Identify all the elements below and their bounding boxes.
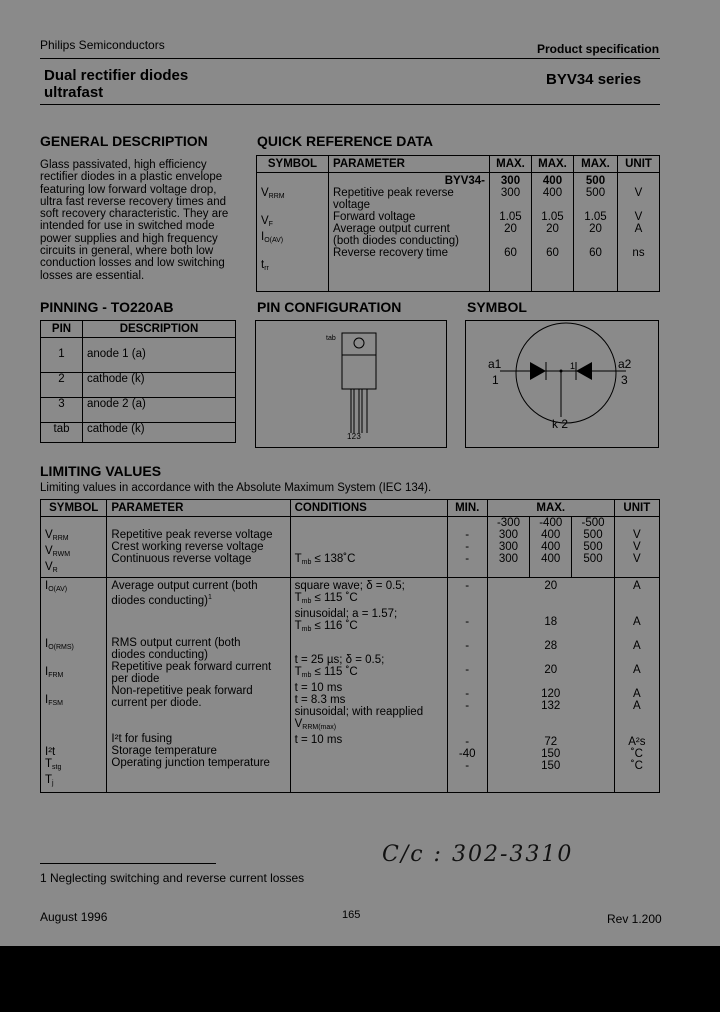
lv-param: Storage temperature xyxy=(111,744,217,757)
qr-value: 60 xyxy=(504,247,517,259)
lv-min: - xyxy=(465,700,470,712)
footnote-rule xyxy=(40,863,216,864)
lv-unit: A xyxy=(632,700,641,712)
limiting-values-heading: LIMITING VALUES xyxy=(40,463,162,479)
pinning-table xyxy=(40,320,236,443)
qr-symbol: $V_F$ xyxy=(261,215,273,228)
qr-col-symbol: SYMBOL xyxy=(257,156,329,173)
lv-param: current per diode. xyxy=(111,696,202,709)
pin-desc: anode 2 (a) xyxy=(83,398,236,423)
footer-rev: Rev 1.200 xyxy=(607,912,662,926)
gd-line: circuits in general, where both low xyxy=(40,245,214,258)
lv-type: -400 xyxy=(539,517,563,529)
lv-param: per diode xyxy=(111,672,160,685)
lv-min: - xyxy=(465,736,470,748)
quick-reference-table xyxy=(256,155,660,292)
gd-line: featuring low forward voltage drop, xyxy=(40,183,217,196)
lv-symbol: $V_{RWM}$ xyxy=(45,545,71,558)
lv-value: 500 xyxy=(583,529,603,541)
lv-value: 400 xyxy=(541,529,561,541)
lv-cond: $T_{mb} \le 115$ ˚C xyxy=(294,592,358,605)
lv-symbol: $I_{FRM}$ xyxy=(45,666,64,679)
lv-col-min: MIN. xyxy=(447,500,487,517)
tab-label: tab xyxy=(326,335,336,342)
gd-line: ultra fast reverse recovery times and xyxy=(40,195,226,208)
symbol-heading: SYMBOL xyxy=(467,299,527,315)
lv-col-symbol: SYMBOL xyxy=(41,500,107,517)
qr-param: voltage xyxy=(333,199,371,211)
lv-type: -500 xyxy=(581,517,605,529)
lv-unit: V xyxy=(632,529,641,541)
pin-desc: anode 1 (a) xyxy=(83,338,236,373)
qr-value: 20 xyxy=(546,223,559,235)
lv-param: Average output current (both xyxy=(111,580,258,592)
qr-value: 1.05 xyxy=(584,211,607,223)
header-rule xyxy=(40,58,660,59)
gd-line: losses are essential. xyxy=(40,269,145,282)
lv-param: Crest working reverse voltage xyxy=(111,541,264,553)
lv-max: 132 xyxy=(541,700,561,712)
qr-value: 20 xyxy=(504,223,517,235)
pin-desc: cathode (k) xyxy=(83,423,236,443)
qr-unit: V xyxy=(634,187,643,199)
lv-min: - xyxy=(465,760,470,772)
lv-unit: V xyxy=(632,553,641,565)
qr-param: Repetitive peak reverse xyxy=(333,187,454,199)
lv-max: 18 xyxy=(544,616,558,628)
to220-package-drawing xyxy=(256,321,446,447)
qr-param: Reverse recovery time xyxy=(333,247,449,259)
gd-line: conduction losses and low switching xyxy=(40,257,225,270)
qr-col-unit: UNIT xyxy=(618,156,660,173)
lv-cond: sinusoidal; a = 1.57; xyxy=(294,608,398,620)
lv-param: diodes conducting)$^1$ xyxy=(111,594,212,607)
series-title: BYV34 series xyxy=(546,71,642,88)
lv-min: - xyxy=(465,664,470,676)
title-line1: Dual rectifier diodes xyxy=(44,67,189,84)
qr-value: 400 xyxy=(542,187,563,199)
lv-value: 400 xyxy=(541,553,561,565)
lv-unit: V xyxy=(632,541,641,553)
lv-min: - xyxy=(465,640,470,652)
lv-param: Repetitive peak forward current xyxy=(111,660,272,673)
qr-param: Forward voltage xyxy=(333,211,416,223)
qr-symbol: $t_{rr}$ xyxy=(261,259,269,272)
qr-type: 300 xyxy=(500,175,521,187)
doc-type: Product specification xyxy=(537,42,660,56)
lv-param: Repetitive peak reverse voltage xyxy=(111,529,273,541)
symbol-box xyxy=(465,320,659,448)
lv-param: diodes conducting) xyxy=(111,648,208,661)
lv-value: 300 xyxy=(498,529,519,541)
qr-value: 1.05 xyxy=(541,211,564,223)
qr-value: 60 xyxy=(589,247,602,259)
qr-value: 20 xyxy=(589,223,602,235)
lv-symbol: $V_{RRM}$ xyxy=(45,529,69,542)
qr-unit: A xyxy=(634,223,643,235)
footer-page: 165 xyxy=(342,909,361,921)
lv-col-unit: UNIT xyxy=(614,500,659,517)
pin-number: 1 xyxy=(41,338,83,373)
lv-min: - xyxy=(465,541,470,553)
qr-symbol: $I_{O(AV)}$ xyxy=(261,231,284,244)
title-rule xyxy=(40,104,660,105)
lv-max: 20 xyxy=(544,580,558,592)
lv-symbol: $T_j$ xyxy=(45,774,54,787)
lv-symbol: $I_{O(RMS)}$ xyxy=(45,638,74,651)
lv-param: Non-repetitive peak forward xyxy=(111,684,253,697)
scan-edge-bar xyxy=(0,946,720,1012)
limiting-values-intro: Limiting values in accordance with the Absolute Maximum System (IEC 134). xyxy=(40,482,432,494)
lv-min: - xyxy=(465,580,470,592)
lv-param: I²t for fusing xyxy=(111,732,173,745)
lv-unit: A xyxy=(632,580,641,592)
qr-value: 500 xyxy=(585,187,606,199)
lv-cond: sinusoidal; with reapplied xyxy=(294,706,424,718)
symbol-k: k 2 xyxy=(552,417,569,431)
lv-symbol: I²t xyxy=(45,746,56,758)
symbol-a1-num: 1 xyxy=(492,373,499,387)
lv-unit: ˚C xyxy=(630,760,643,772)
qr-value: 1.05 xyxy=(499,211,522,223)
lv-cond: $V_{RRM(max)}$ xyxy=(294,718,337,731)
lv-value: 300 xyxy=(498,541,519,553)
pin-number: 2 xyxy=(41,373,83,398)
gd-line: rectifier diodes in a plastic envelope xyxy=(40,171,223,184)
quick-reference-heading: QUICK REFERENCE DATA xyxy=(257,133,434,149)
qr-unit: V xyxy=(634,211,643,223)
qr-type-label: BYV34- xyxy=(444,175,485,187)
pin-number: 3 xyxy=(41,398,83,423)
pin-numbers: 1 2 3 xyxy=(347,432,360,441)
lv-symbol: $T_{stg}$ xyxy=(45,758,62,771)
lv-col-parameter: PARAMETER xyxy=(107,500,290,517)
symbol-a1: a1 xyxy=(488,357,502,371)
qr-value: 60 xyxy=(546,247,559,259)
gd-line: Glass passivated, high efficiency xyxy=(40,159,207,171)
company-name: Philips Semiconductors xyxy=(40,38,165,52)
qr-value: 300 xyxy=(500,187,521,199)
footer-date: August 1996 xyxy=(40,910,108,924)
lv-col-conditions: CONDITIONS xyxy=(290,500,447,517)
lv-col-max: MAX. xyxy=(487,500,614,517)
general-description-text xyxy=(40,159,236,282)
lv-type: -300 xyxy=(496,517,520,529)
symbol-a2: a2 xyxy=(618,357,632,371)
lv-value: 400 xyxy=(541,541,561,553)
lv-cond: t = 25 µs; δ = 0.5; xyxy=(294,654,385,666)
qr-col-max: MAX. xyxy=(532,156,574,173)
footnote: 1 Neglecting switching and reverse current losses xyxy=(40,871,305,885)
lv-max: 150 xyxy=(541,760,561,772)
qr-col-max: MAX. xyxy=(574,156,618,173)
lv-unit: A xyxy=(632,664,641,676)
symbol-a2-num: 3 xyxy=(621,373,628,387)
gd-line: intended for use in switched mode xyxy=(40,220,215,233)
pin-number: tab xyxy=(41,423,83,443)
lv-value: 300 xyxy=(498,553,519,565)
lv-unit: A²s xyxy=(628,736,646,748)
lv-cond: $T_{mb} \le 116$ ˚C xyxy=(294,620,358,633)
lv-unit: A xyxy=(632,688,641,700)
lv-min: - xyxy=(465,688,470,700)
lv-value: 500 xyxy=(583,541,603,553)
qr-unit: ns xyxy=(632,247,645,259)
lv-param: Operating junction temperature xyxy=(111,756,270,769)
lv-unit: A xyxy=(632,640,641,652)
lv-symbol: $V_R$ xyxy=(45,561,58,574)
qr-col-max: MAX. xyxy=(490,156,532,173)
lv-cond: t = 10 ms xyxy=(294,734,343,746)
lv-max: 150 xyxy=(541,748,561,760)
qr-param: (both diodes conducting) xyxy=(333,235,459,247)
pin-config-heading: PIN CONFIGURATION xyxy=(257,299,402,315)
limiting-values-table xyxy=(40,499,660,793)
pin-config-box xyxy=(255,320,447,448)
lv-max: 20 xyxy=(544,664,558,676)
lv-min: - xyxy=(465,553,470,565)
symbol-mid-num: 1 xyxy=(570,361,576,371)
lv-param: RMS output current (both xyxy=(111,636,241,649)
lv-cond: square wave; δ = 0.5; xyxy=(294,580,405,592)
pin-col-desc: DESCRIPTION xyxy=(83,321,236,338)
handwritten-note: C/c : 302-3310 xyxy=(382,842,574,867)
lv-max: 28 xyxy=(544,640,558,652)
lv-unit: ˚C xyxy=(630,748,643,760)
lv-cond: t = 10 ms xyxy=(294,682,343,694)
pin-desc: cathode (k) xyxy=(83,373,236,398)
general-description-heading: GENERAL DESCRIPTION xyxy=(40,133,208,149)
lv-param: Continuous reverse voltage xyxy=(111,553,252,565)
lv-min: -40 xyxy=(458,748,476,760)
lv-cond: t = 8.3 ms xyxy=(294,694,346,706)
lv-min: - xyxy=(465,529,470,541)
lv-max: 120 xyxy=(541,688,561,700)
qr-param: Average output current xyxy=(333,223,450,235)
qr-symbol: $V_{RRM}$ xyxy=(261,187,285,200)
lv-unit: A xyxy=(632,616,641,628)
pinning-heading: PINNING - TO220AB xyxy=(40,299,174,315)
lv-symbol: $I_{FSM}$ xyxy=(45,694,63,707)
title-line2: ultrafast xyxy=(44,84,104,101)
lv-cond: $T_{mb}$ ≤ 138˚C xyxy=(294,553,356,566)
qr-type: 400 xyxy=(542,175,563,187)
gd-line: soft recovery characteristic. They are xyxy=(40,208,229,221)
lv-symbol: $I_{O(AV)}$ xyxy=(45,580,68,593)
lv-value: 500 xyxy=(583,553,603,565)
lv-max: 72 xyxy=(544,736,558,748)
pin-col-pin: PIN xyxy=(41,321,83,338)
qr-col-parameter: PARAMETER xyxy=(329,156,490,173)
lv-cond: $T_{mb} \le 115$ ˚C xyxy=(294,666,358,679)
gd-line: power supplies and high frequency xyxy=(40,232,218,245)
lv-min: - xyxy=(465,616,470,628)
qr-type: 500 xyxy=(585,175,606,187)
